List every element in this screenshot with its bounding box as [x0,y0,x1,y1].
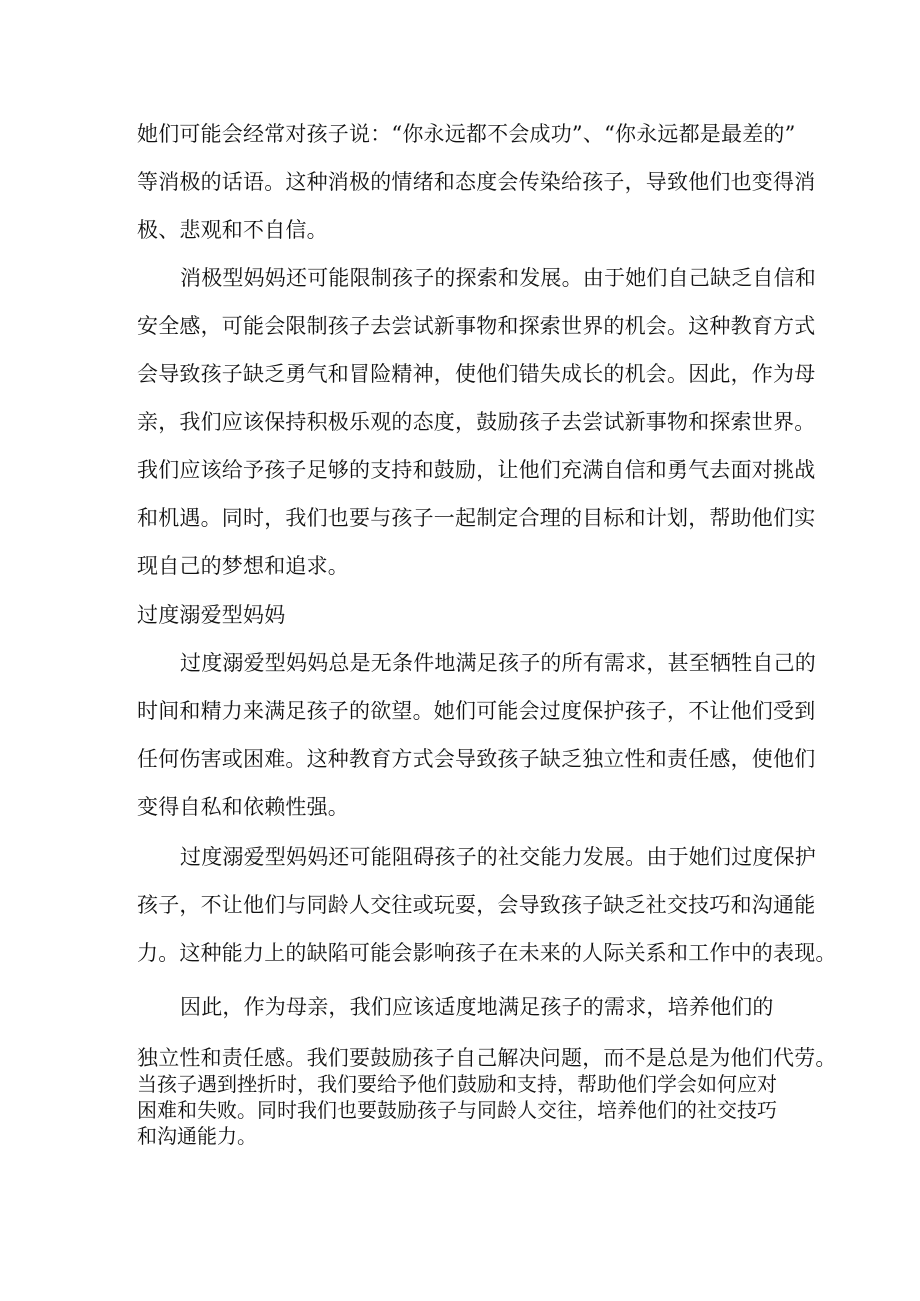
paragraph-line: 安全感，可能会限制孩子去尝试新事物和探索世界的机会。这种教育方式 [137,314,816,338]
paragraph-line: 孩子，不让他们与同龄人交往或玩耍，会导致孩子缺乏社交技巧和沟通能 [137,893,816,917]
paragraph-line: 她们可能会经常对孩子说：“你永远都不会成功”、“你永远都是最差的” [137,122,796,146]
paragraph-line: 独立性和责任感。我们要鼓励孩子自己解决问题，而不是总是为他们代劳。 [137,1046,837,1070]
paragraph-line: 和机遇。同时，我们也要与孩子一起制定合理的目标和计划，帮助他们实 [137,506,816,530]
paragraph-line: 我们应该给予孩子足够的支持和鼓励，让他们充满自信和勇气去面对挑战 [137,458,816,482]
paragraph-line: 现自己的梦想和追求。 [137,554,349,578]
paragraph-line: 力。这种能力上的缺陷可能会影响孩子在未来的人际关系和工作中的表现。 [137,941,837,965]
paragraph-line: 过度溺爱型妈妈还可能阻碍孩子的社交能力发展。由于她们过度保护 [180,845,816,869]
paragraph-line: 过度溺爱型妈妈总是无条件地满足孩子的所有需求，甚至牺牲自己的 [180,651,816,675]
paragraph-line: 变得自私和依赖性强。 [137,795,349,819]
paragraph-line: 因此，作为母亲，我们应该适度地满足孩子的需求，培养他们的 [180,995,774,1019]
paragraph-line: 和沟通能力。 [137,1124,257,1148]
paragraph-line: 会导致孩子缺乏勇气和冒险精神，使他们错失成长的机会。因此，作为母 [137,362,816,386]
section-heading: 过度溺爱型妈妈 [137,603,286,627]
paragraph-line: 消极型妈妈还可能限制孩子的探索和发展。由于她们自己缺乏自信和 [180,266,816,290]
paragraph-line: 当孩子遇到挫折时，我们要给予他们鼓励和支持，帮助他们学会如何应对 [137,1072,777,1096]
paragraph-line: 极、悲观和不自信。 [137,218,328,242]
paragraph-line: 任何伤害或困难。这种教育方式会导致孩子缺乏独立性和责任感，使他们 [137,747,816,771]
paragraph-line: 等消极的话语。这种消极的情绪和态度会传染给孩子，导致他们也变得消 [137,170,816,194]
paragraph-line: 亲，我们应该保持积极乐观的态度，鼓励孩子去尝试新事物和探索世界。 [137,410,816,434]
paragraph-line: 困难和失败。同时我们也要鼓励孩子与同龄人交往，培养他们的社交技巧 [137,1098,777,1122]
paragraph-line: 时间和精力来满足孩子的欲望。她们可能会过度保护孩子，不让他们受到 [137,699,816,723]
